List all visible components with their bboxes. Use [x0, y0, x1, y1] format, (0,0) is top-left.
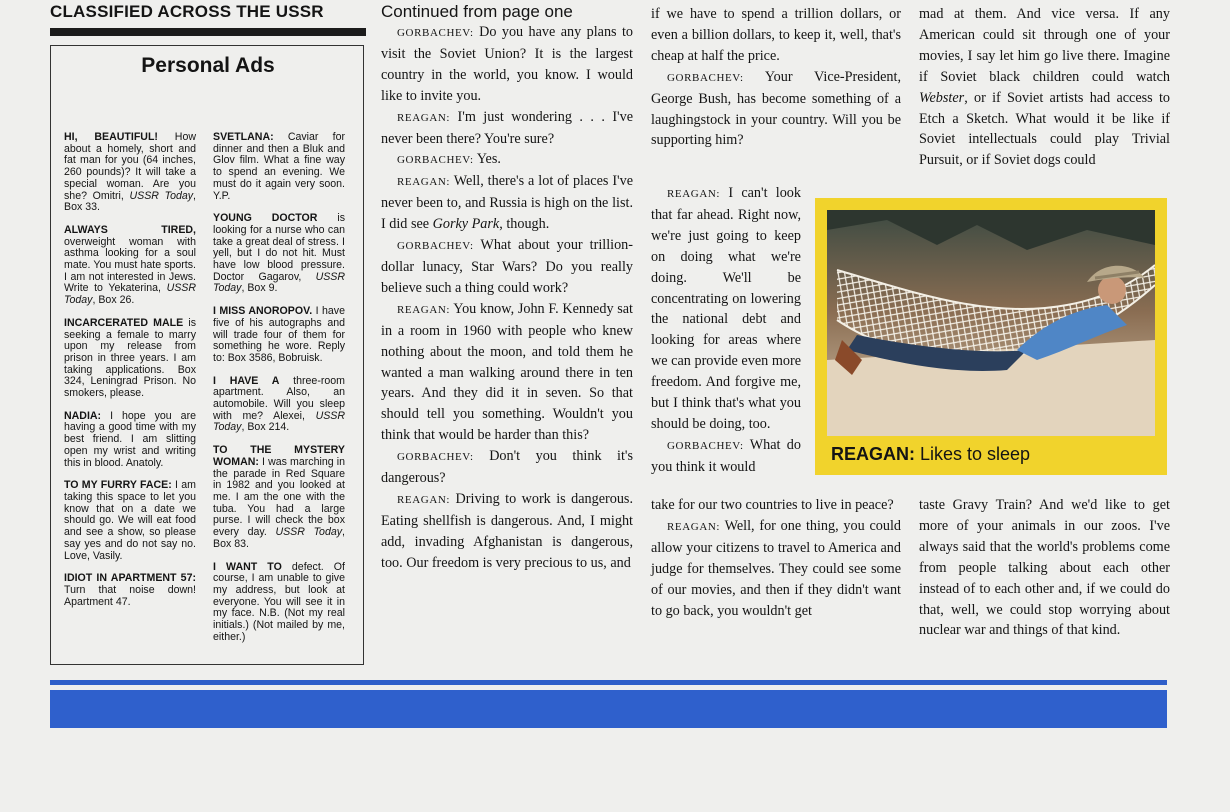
article-column-3-bottom [919, 495, 1170, 641]
paragraph-text: Well, for one thing, you could allow your citizens to travel to America and judge for themselves. They could see some of our movies, and then if they didn't want to go back, you wouldn't get [651, 517, 901, 619]
personal-ad [213, 213, 345, 295]
ad-publication: USSR Today [275, 526, 343, 539]
bottom-thin-rule [50, 680, 1167, 685]
ad-body: Turn that noise down! Apartment 47. [64, 583, 196, 608]
personal-ad [213, 306, 345, 365]
ad-publication: USSR Today [129, 189, 194, 202]
article-column-2-bottom [651, 495, 901, 621]
ad-publication: USSR Today [213, 270, 345, 295]
ad-heading: TO THE MYSTERY WOMAN: [213, 444, 345, 468]
ad-box-number: , Box 26. [92, 294, 135, 307]
ad-body: I am taking this space to let you know that on a date we should go. We will eat food and see a show, so please say yes and do not say no. Love, Vasily. [64, 479, 196, 562]
ad-body: defect. Of course, I am unable to give my address, but look at everyone. You will see it in my face. N.B. (Not my real initials.) (Not mailed by me, either.) [213, 560, 345, 643]
ad-publication: USSR Today [64, 282, 196, 307]
speaker-label: REAGAN: [667, 188, 721, 200]
paragraph-text: What about your trillion-dollar lunacy, Star Wars? Do you really believe such a thing could work? [381, 237, 633, 296]
paragraph [381, 149, 633, 171]
speaker-label: REAGAN: [397, 111, 451, 124]
paragraph-text: You know, John F. Kennedy sat in a room in 1960 with people who knew nothing about the moon, and told them he wanted a man walking around there in ten years. And they did it in seven. So that should tell you something. Wouldn't you think that would be harder than this? [381, 300, 633, 444]
ad-body: overweight woman with asthma looking for a soul mate. You must hate sports. I am not interested in Jews. Write to Yekaterina, [64, 235, 196, 295]
ads-column-left [64, 132, 196, 619]
speaker-label: GORBACHEV: [397, 27, 474, 39]
caption-text: Likes to sleep [915, 444, 1031, 464]
photo-frame [815, 198, 1167, 475]
personal-ad [64, 411, 196, 470]
italic-title: Webster [919, 89, 965, 106]
bottom-blue-band [50, 690, 1167, 728]
ad-heading: IDIOT IN APARTMENT 57: [64, 572, 196, 585]
ad-heading: I WANT TO [213, 560, 282, 573]
paragraph-text: , or if Soviet artists had access to Etch a Sketch. What would it be like if Soviet intellectuals could play Trivial Pursuit, or if Soviet dogs could [919, 89, 1170, 169]
continued-header: Continued from page one [381, 2, 573, 21]
personal-ad [64, 573, 196, 608]
paragraph-text: Your Vice-President, George Bush, has become something of a laughingstock in your country. Will you be supporting him? [651, 68, 901, 149]
speaker-label: REAGAN: [667, 520, 721, 533]
paragraph-text: What do you think it would [651, 436, 801, 475]
personal-ad [64, 225, 196, 307]
ad-heading: YOUNG DOCTOR [213, 212, 318, 225]
header-rule [50, 28, 366, 36]
ad-body: I have five of his autographs and will trade four of them for something he wore. Reply to: Box 3586, Bobruisk. [213, 305, 345, 364]
paragraph [651, 516, 901, 622]
paragraph-text: Well, there's a lot of places I've never been to, and Russia is high on the list. I did see [381, 173, 633, 233]
ad-body: I was marching in the parade in Red Square in 1982 and you looked at me. I am the one with the tuba. You had a large purse. I will check the box every day. [213, 455, 345, 539]
ad-box-number: , Box 9. [241, 282, 278, 295]
ad-box-number: , Box 214. [241, 421, 290, 434]
paragraph [381, 299, 633, 446]
paragraph-text: , though. [499, 216, 550, 233]
paragraph [651, 67, 901, 152]
speaker-label: REAGAN: [397, 493, 451, 506]
speaker-label: GORBACHEV: [397, 451, 474, 464]
paragraph-text: Do you have any plans to visit the Soviet Union? It is the largest country in the world, you know. I would like to invite you. [381, 24, 633, 104]
paragraph [381, 22, 633, 107]
article-column-2-top [651, 4, 901, 151]
ad-heading: ALWAYS TIRED, [64, 223, 196, 236]
ad-body: is seeking a female to marry upon my release from prison in three years. I am taking applications. Box 324, Leningrad Prison. No smokers, please. [64, 316, 197, 400]
personal-ads-box [50, 45, 364, 665]
paragraph [651, 435, 801, 478]
photo-caption [831, 444, 1030, 465]
ad-body: is looking for a nurse who can take a great deal of stress. I yell, but I do not hit. Must have low blood pressure. Doctor Gagarov, [213, 212, 345, 283]
paragraph [381, 489, 633, 574]
ad-heading: I HAVE A [213, 374, 280, 387]
ad-heading: NADIA: [64, 409, 102, 422]
ad-box-number: , Box 33. [64, 189, 196, 214]
ad-heading: I MISS ANOROPOV. [213, 305, 313, 318]
speaker-label: REAGAN: [397, 303, 451, 316]
paragraph-text: Driving to work is dangerous. Eating shellfish is dangerous. And, I might add, invading Afghanistan is dangerous, too. Our freedom is very precious to us, and [381, 490, 633, 571]
paragraph-text: Yes. [473, 151, 501, 168]
speaker-label: REAGAN: [397, 176, 451, 189]
ad-box-number: , Box 83. [213, 526, 345, 550]
paragraph [919, 4, 1170, 171]
speaker-label: GORBACHEV: [667, 439, 744, 452]
personal-ad [213, 376, 345, 435]
paragraph [381, 235, 633, 299]
ad-body: Caviar for dinner and then a Bluk and Glov film. What a fine way to spend an evening. We must do it again very soon. Y.P. [213, 131, 345, 202]
paragraph [651, 183, 801, 435]
paragraph: if we have to spend a trillion dollars, or even a billion dollars, to keep it, well, that's cheap at half the price. [651, 6, 901, 64]
paragraph: take for our two countries to live in peace? [651, 497, 894, 513]
paragraph-text: I can't look that far ahead. Right now, we're just going to keep on doing what we're doing. We'll be concentrating on lowering the national debt and looking for areas where we can provide even more freedom. And forgive me, but I think that's what you should be doing, too. [651, 185, 801, 432]
personal-ad [213, 562, 345, 644]
speaker-label: GORBACHEV: [397, 240, 474, 253]
ad-body: three-room apartment. Also, an automobile. Will you sleep with me? Alexei, [213, 374, 345, 422]
paragraph-text: I'm just wondering . . . I've never been there? You're sure? [381, 108, 633, 147]
paragraph: taste Gravy Train? And we'd like to get more of your animals in our zoos. I've always said that the world's problems come from people talking about each other instead of to each other and, if we could do that, well, we could stop worrying about nuclear war and things of that kind. [919, 497, 1170, 639]
ads-column-right [213, 132, 345, 654]
personal-ad [64, 480, 196, 562]
ad-body: How about a homely, short and fat man for you (64 inches, 260 pounds)? It will take a special woman. Are you she? Omitri, [64, 131, 196, 202]
personal-ads-title: Personal Ads [141, 54, 275, 77]
paragraph [381, 171, 633, 235]
ad-heading: HI, BEAUTIFUL! [64, 131, 158, 143]
section-header: CLASSIFIED ACROSS THE USSR [50, 2, 324, 21]
article-column-1 [381, 22, 633, 574]
speaker-label: GORBACHEV: [667, 71, 744, 84]
hammock-photo-illustration [827, 210, 1155, 436]
speaker-label: GORBACHEV: [397, 154, 474, 167]
ad-heading: INCARCERATED MALE [64, 316, 184, 329]
personal-ad [213, 445, 345, 550]
paragraph [381, 107, 633, 150]
photo-man-in-hammock [827, 210, 1155, 436]
caption-name: REAGAN: [831, 444, 915, 464]
personal-ad [64, 318, 196, 400]
ad-heading: TO MY FURRY FACE: [64, 479, 172, 492]
ad-body: I hope you are having a good time with my best friend. I am slitting open my wrist and writing this in blood. Anatoly. [64, 409, 196, 469]
article-column-2-narrow [651, 183, 801, 478]
article-column-3-top [919, 4, 1170, 171]
personal-ad [213, 132, 345, 202]
ad-heading: SVETLANA: [213, 131, 274, 143]
paragraph-text: mad at them. And vice versa. If any American could sit through one of your movies, I say let him go live there. Imagine if Soviet black children could watch [919, 6, 1170, 85]
italic-title: Gorky Park [432, 216, 500, 233]
paragraph-text: Don't you think it's dangerous? [381, 448, 633, 487]
paragraph [381, 446, 633, 489]
personal-ad [64, 132, 196, 214]
ad-publication: USSR Today [213, 409, 345, 434]
